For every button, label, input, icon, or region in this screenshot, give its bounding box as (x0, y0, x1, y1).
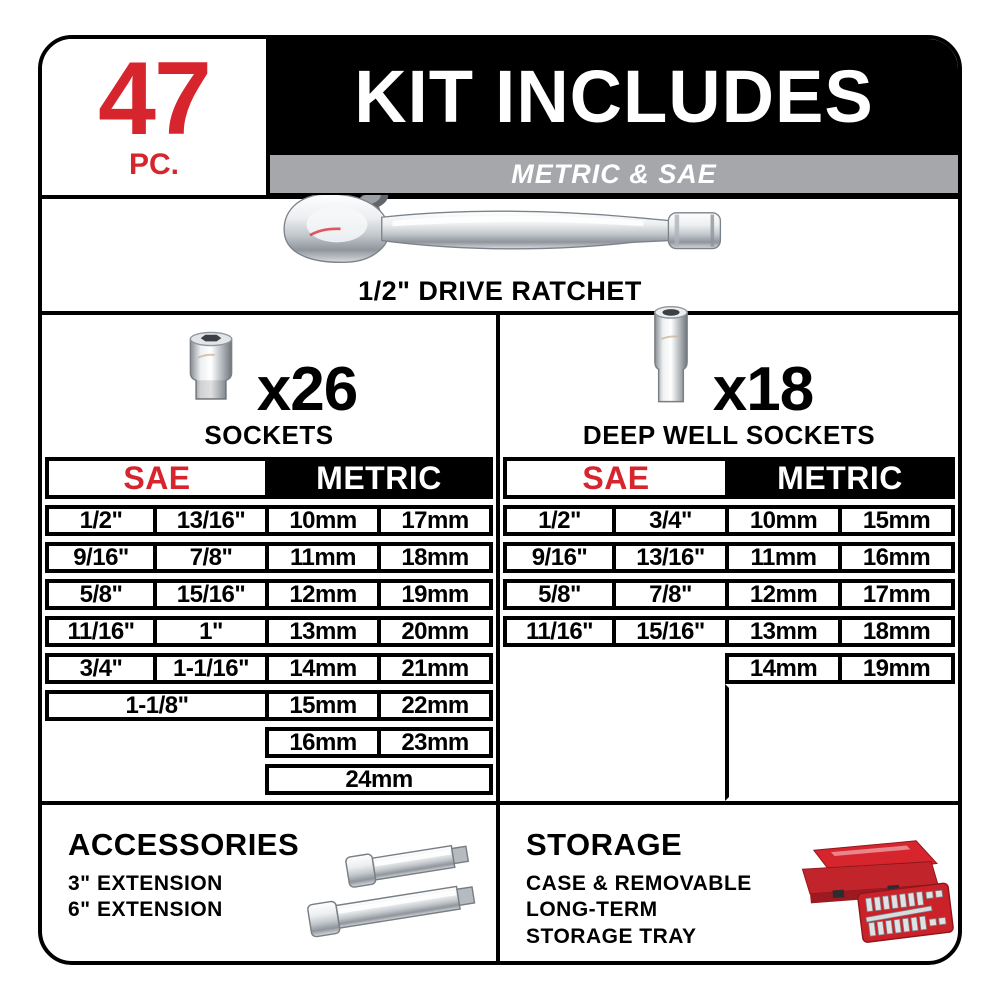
table-row (45, 542, 493, 573)
size-cell: 3/4" (612, 505, 729, 536)
ratchet-caption: 1/2" DRIVE RATCHET (358, 276, 642, 306)
sockets-panel (42, 315, 500, 455)
size-cell: 11mm (265, 542, 381, 573)
table-row (503, 505, 955, 536)
text-line: LONG-TERM (526, 898, 658, 922)
size-cell: 11/16" (503, 616, 616, 647)
sockets-count: x26 (256, 355, 358, 425)
size-table-left (45, 457, 493, 795)
banner-subtitle: METRIC & SAE (511, 158, 717, 189)
size-cell: 19mm (377, 579, 493, 610)
size-cell: 11mm (725, 542, 842, 573)
storage-case-image (774, 835, 954, 952)
text-line: 6" EXTENSION (68, 898, 223, 922)
size-cell: 1" (153, 616, 269, 647)
size-cell: 3/4" (45, 653, 157, 684)
size-cell: 16mm (265, 727, 381, 758)
sae-header: SAE (503, 457, 729, 499)
empty-cell (45, 764, 269, 795)
kit-card (38, 35, 962, 965)
size-cell: 10mm (265, 505, 381, 536)
table-header-row (45, 457, 493, 499)
size-cell: 12mm (725, 579, 842, 610)
empty-cell (503, 653, 729, 684)
header-section (42, 39, 958, 199)
deep-socket-image (645, 301, 697, 418)
size-cell: 18mm (377, 542, 493, 573)
size-cell: 19mm (838, 653, 955, 684)
table-row (45, 579, 493, 610)
table-header-row (503, 457, 955, 499)
size-cell: 13mm (265, 616, 381, 647)
size-cell: 7/8" (612, 579, 729, 610)
ratchet-image (250, 185, 750, 276)
table-row (45, 616, 493, 647)
size-table-right (503, 457, 955, 801)
size-cell: 14mm (265, 653, 381, 684)
table-row (45, 727, 493, 758)
metric-header: METRIC (725, 457, 955, 499)
size-cell: 9/16" (503, 542, 616, 573)
size-cell: 5/8" (503, 579, 616, 610)
empty-cell (45, 727, 269, 758)
size-cell: 24mm (265, 764, 493, 795)
piece-count: 47 (98, 41, 210, 158)
ratchet-section (42, 199, 958, 315)
size-cell: 1-1/16" (153, 653, 269, 684)
extensions-image (290, 831, 490, 956)
deep-sockets-panel (500, 315, 958, 455)
size-cell: 13mm (725, 616, 842, 647)
size-cell: 13/16" (612, 542, 729, 573)
text-line: CASE & REMOVABLE (526, 872, 752, 895)
banner-subtitle-strip (270, 155, 958, 193)
table-row (45, 690, 493, 721)
size-cell: 11/16" (45, 616, 157, 647)
size-cell: 1-1/8" (45, 690, 269, 721)
size-cell: 7/8" (153, 542, 269, 573)
sockets-caption: SOCKETS (204, 420, 334, 450)
deep-sockets-caption: DEEP WELL SOCKETS (582, 420, 876, 450)
table-row (503, 653, 955, 684)
sae-header: SAE (45, 457, 269, 499)
size-tables-section (42, 455, 958, 801)
table-row (503, 616, 955, 647)
size-cell: 23mm (377, 727, 493, 758)
sockets-row (42, 315, 958, 455)
size-cell: 14mm (725, 653, 842, 684)
size-cell: 9/16" (45, 542, 157, 573)
empty-bordered-cell (725, 684, 955, 801)
table-row (45, 764, 493, 795)
size-cell: 13/16" (153, 505, 269, 536)
table-row (503, 579, 955, 610)
empty-cell (503, 684, 729, 715)
table-tail-row (503, 684, 955, 801)
bottom-section (42, 801, 958, 961)
size-cell: 10mm (725, 505, 842, 536)
table-row (45, 505, 493, 536)
socket-image (181, 325, 241, 418)
size-cell: 21mm (377, 653, 493, 684)
deep-sockets-count: x18 (712, 355, 814, 425)
size-cell: 18mm (838, 616, 955, 647)
size-cell: 17mm (377, 505, 493, 536)
size-cell: 22mm (377, 690, 493, 721)
size-cell: 15mm (838, 505, 955, 536)
size-cell: 1/2" (45, 505, 157, 536)
size-cell: 1/2" (503, 505, 616, 536)
text-line: 3" EXTENSION (68, 872, 223, 895)
size-cell: 12mm (265, 579, 381, 610)
table-row (45, 653, 493, 684)
size-cell: 15mm (265, 690, 381, 721)
table-row (503, 542, 955, 573)
metric-header: METRIC (265, 457, 493, 499)
title-banner (270, 39, 958, 195)
size-cell: 17mm (838, 579, 955, 610)
accessories-title: ACCESSORIES (68, 827, 300, 862)
size-cell: 15/16" (612, 616, 729, 647)
banner-title: KIT INCLUDES (354, 54, 874, 138)
piece-count-unit: PC. (128, 147, 179, 181)
storage-panel (500, 805, 958, 961)
piece-count-badge (42, 39, 270, 195)
size-cell: 5/8" (45, 579, 157, 610)
text-line: STORAGE TRAY (526, 924, 697, 948)
storage-title: STORAGE (526, 827, 683, 862)
size-cell: 20mm (377, 616, 493, 647)
size-cell: 15/16" (153, 579, 269, 610)
accessories-panel (42, 805, 500, 961)
size-cell: 16mm (838, 542, 955, 573)
